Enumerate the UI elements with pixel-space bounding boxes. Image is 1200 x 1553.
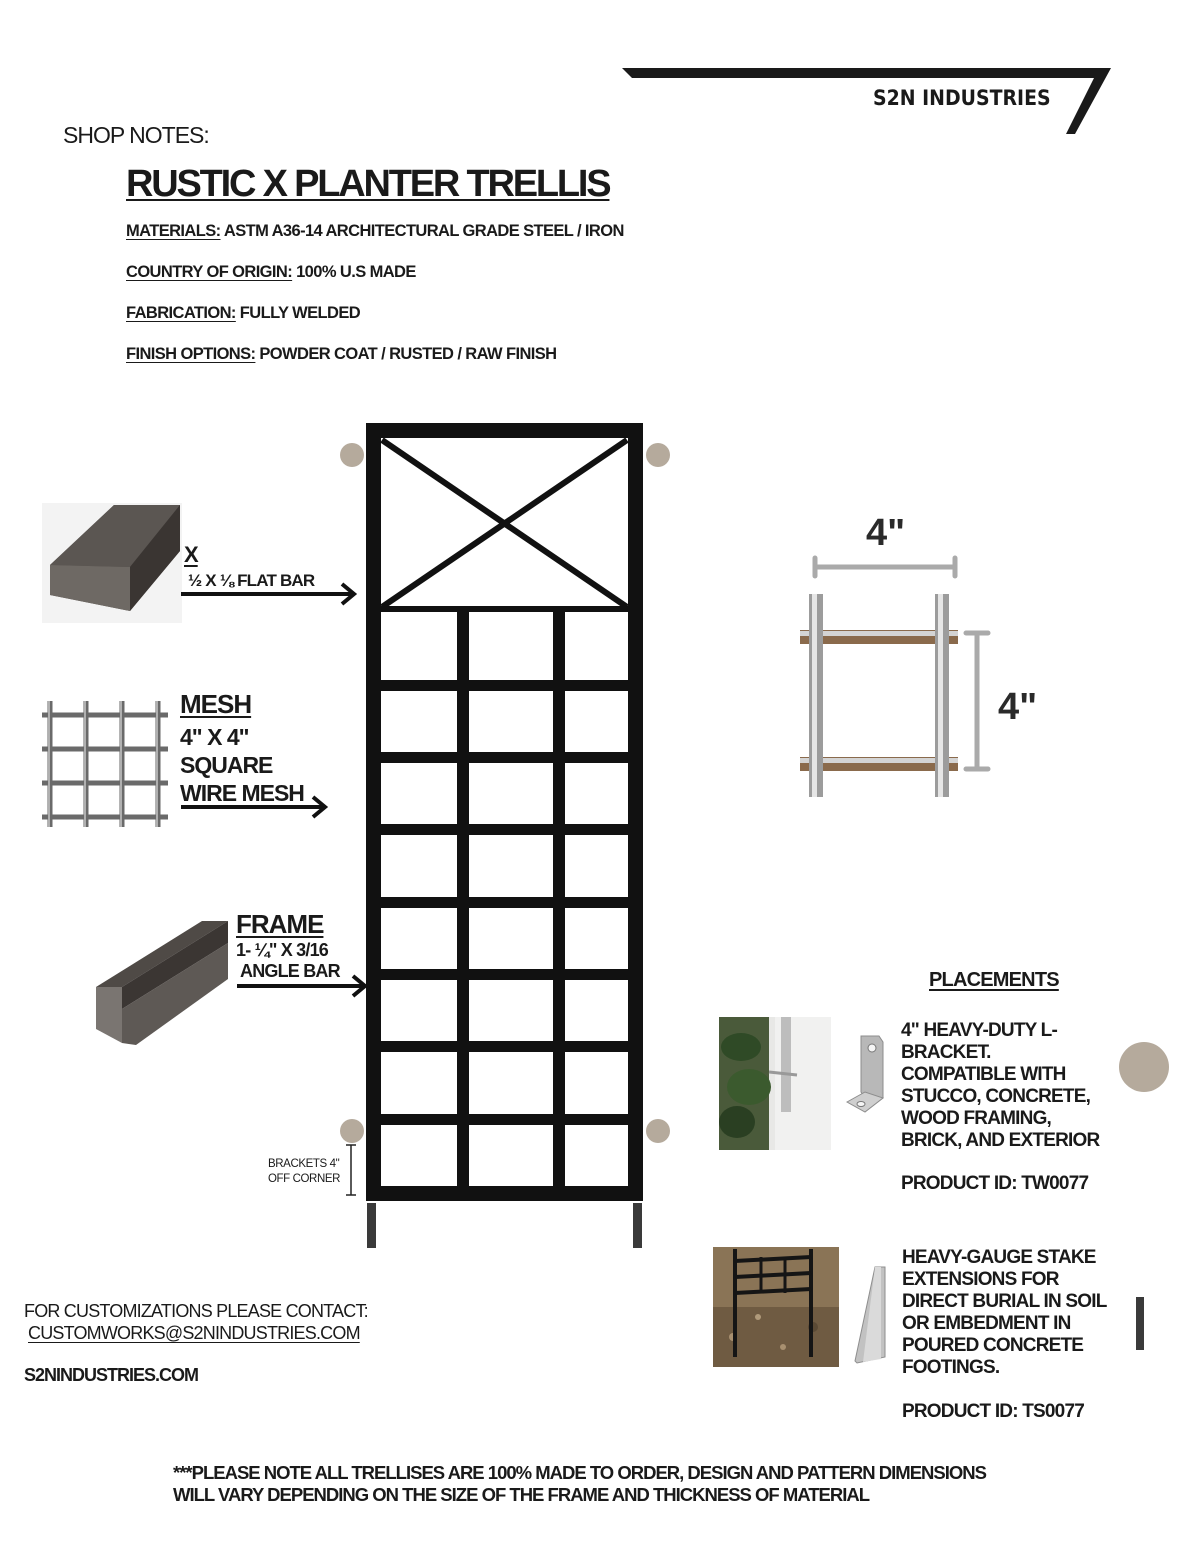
height-dimension [966,633,988,769]
x-brace [381,440,628,609]
spec-finish [126,345,556,364]
footer-note [173,1462,986,1506]
mesh-line3: WIRE MESH [180,780,304,806]
spec-value: 100% U.S MADE [292,263,416,281]
desc-line: WOOD FRAMING, [901,1108,1052,1129]
frame-line1: 1- ¼" X 3/16 [236,940,328,960]
website-link[interactable]: S2NINDUSTRIES.COM [24,1365,199,1385]
desc-line: HEAVY-GAUGE STAKE [902,1247,1096,1268]
frame-title: FRAME [236,909,324,939]
bracket-note-line1: BRACKETS 4" [268,1158,340,1170]
placements-heading: PLACEMENTS [929,969,1059,991]
outer-frame [374,431,636,1194]
footer-line1: ***PLEASE NOTE ALL TRELLISES ARE 100% MADE TO ORDER, DESIGN AND PATTERN DIMENSIONS [173,1462,986,1483]
spec-label: MATERIALS: [126,222,221,240]
l-bracket-image [843,1032,889,1118]
frame-line2: ANGLE BAR [240,961,340,981]
bracket-dimension-line [342,1143,362,1203]
contact-prompt: FOR CUSTOMIZATIONS PLEASE CONTACT: [24,1301,368,1321]
desc-line: DIRECT BURIAL IN SOIL [902,1291,1107,1312]
width-dimension [815,558,955,576]
spec-value: FULLY WELDED [235,304,361,322]
footer-line2: WILL VARY DEPENDING ON THE SIZE OF THE FRAME AND THICKNESS OF MATERIAL [173,1484,870,1505]
shop-notes-label: SHOP NOTES: [63,122,209,148]
mesh-width-label: 4" [866,512,906,554]
wire-mesh-image [42,701,168,827]
mounting-dots [340,443,670,1143]
desc-line: EXTENSIONS FOR [902,1269,1059,1290]
bracket-dot [1114,1038,1174,1098]
placement-1-desc [901,1020,1099,1152]
brand-name: S2N INDUSTRIES [873,86,1051,110]
page-title: RUSTIC X PLANTER TRELLIS [126,163,610,205]
flat-bar-image [42,503,182,623]
mesh-line2: SQUARE [180,752,273,778]
mesh-detail-image [790,550,1010,810]
spec-origin [126,263,416,282]
stake-legs [367,1203,642,1248]
spec-materials [126,222,624,241]
desc-line: OR EMBEDMENT IN [902,1313,1071,1334]
placement-1-product-id: PRODUCT ID: TW0077 [901,1173,1089,1194]
desc-line: STUCCO, CONCRETE, [901,1086,1091,1107]
wall-bracket-photo [719,1017,831,1150]
frame-arrow [234,972,384,1002]
spec-label: FINISH OPTIONS: [126,345,256,363]
desc-line: BRICK, AND EXTERIOR [901,1130,1100,1151]
x-arrow [178,580,368,610]
spec-value: ASTM A36-14 ARCHITECTURAL GRADE STEEL / IRON [220,222,624,240]
spec-fabrication [126,304,360,323]
horizontal-wires [800,630,958,771]
header-banner [0,0,1200,140]
desc-line: 4" HEAVY-DUTY L- [901,1020,1057,1041]
spec-value: POWDER COAT / RUSTED / RAW FINISH [255,345,557,363]
mesh-title: MESH [180,689,252,719]
bracket-note-line2: OFF CORNER [268,1173,341,1185]
grid-bars [381,611,629,1186]
stake-photo [713,1247,839,1367]
contact-email-link[interactable]: CUSTOMWORKS@S2NINDUSTRIES.COM [28,1323,360,1343]
desc-line: BRACKET. [901,1042,991,1063]
mesh-arrow [178,793,338,823]
desc-line: POURED CONCRETE [902,1335,1084,1356]
spec-label: COUNTRY OF ORIGIN: [126,263,293,281]
bracket-note [268,1157,340,1187]
stake-bar [1136,1297,1144,1350]
mesh-height-label: 4" [998,686,1038,728]
x-component-desc: ½ X ⅛ FLAT BAR [188,571,315,590]
desc-line: FOOTINGS. [902,1357,1000,1378]
stake-extension-image [853,1265,893,1365]
placement-2-product-id: PRODUCT ID: TS0077 [902,1401,1084,1422]
desc-line: COMPATIBLE WITH [901,1064,1066,1085]
mesh-line1: 4" X 4" [180,724,249,750]
placement-2-desc [902,1247,1107,1379]
x-component-title: X [184,542,198,567]
angle-bar-image [92,917,232,1047]
spec-label: FABRICATION: [126,304,236,322]
